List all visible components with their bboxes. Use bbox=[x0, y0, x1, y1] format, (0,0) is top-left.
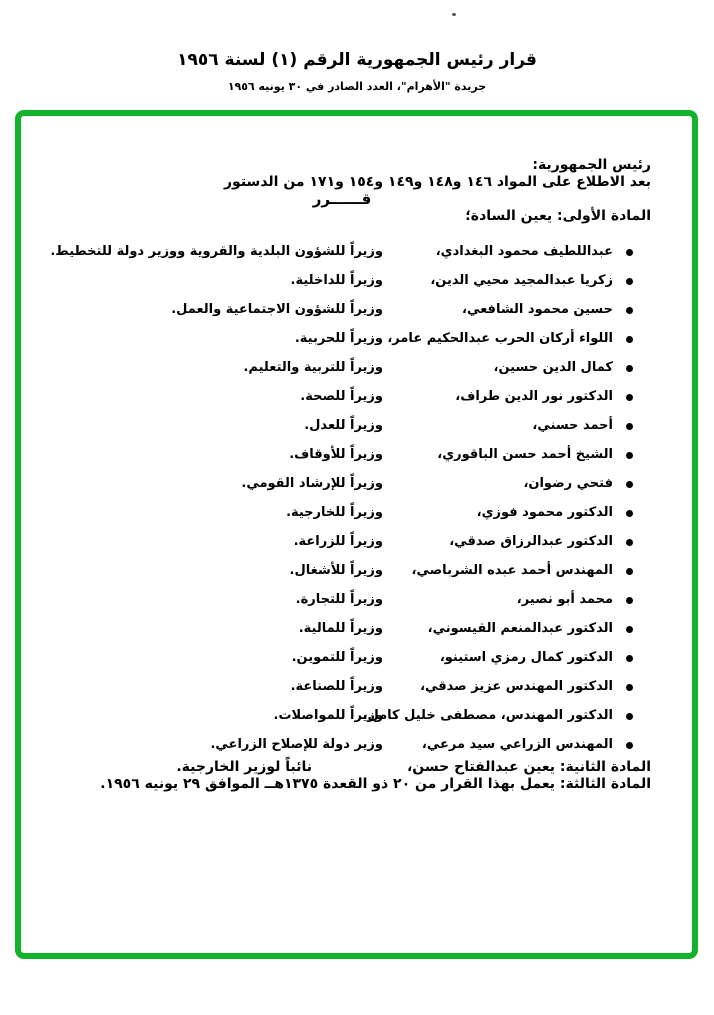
minister-name: الدكتور المهندس، مصطفى خليل كامل، bbox=[362, 708, 613, 723]
appointment-row bbox=[33, 498, 651, 527]
bullet-icon bbox=[626, 278, 633, 285]
appointment-name-cell bbox=[383, 591, 633, 608]
bullet-icon bbox=[626, 452, 633, 459]
minister-name: الدكتور كمال رمزي استينو، bbox=[439, 650, 613, 665]
article1-heading: المادة الأولى: يعين السادة؛ bbox=[465, 208, 651, 224]
minister-position: وزيراً للصناعة. bbox=[290, 679, 383, 694]
appointment-name-cell bbox=[383, 388, 633, 405]
article2-position: نائباً لوزير الخارجية. bbox=[176, 759, 312, 775]
minister-position: وزيراً للتربية والتعليم. bbox=[243, 360, 383, 375]
minister-name: الدكتور عبدالمنعم القيسوني، bbox=[427, 621, 613, 636]
appointment-row bbox=[33, 324, 651, 353]
appointment-row bbox=[33, 353, 651, 382]
article2-line bbox=[33, 759, 651, 776]
bullet-icon bbox=[626, 423, 633, 430]
appointment-name-cell bbox=[362, 707, 633, 724]
bullet-icon bbox=[626, 336, 633, 343]
bullet-icon bbox=[626, 394, 633, 401]
appointment-row bbox=[33, 527, 651, 556]
bullet-icon bbox=[626, 539, 633, 546]
appointment-row bbox=[33, 295, 651, 324]
appointment-name-cell bbox=[383, 678, 633, 695]
minister-position: وزيراً للتجارة. bbox=[295, 592, 383, 607]
bullet-icon bbox=[626, 568, 633, 575]
minister-position: وزيراً للخارجية. bbox=[286, 505, 383, 520]
appointments-list bbox=[33, 237, 651, 759]
minister-position: وزيراً للحربية. bbox=[294, 331, 383, 346]
minister-name: المهندس أحمد عبده الشرباصي، bbox=[411, 563, 613, 578]
minister-name: عبداللطيف محمود البغدادي، bbox=[435, 244, 613, 259]
bullet-icon bbox=[626, 365, 633, 372]
minister-name: الدكتور نور الدين طراف، bbox=[455, 389, 613, 404]
bullet-icon bbox=[626, 481, 633, 488]
appointment-name-cell bbox=[383, 446, 633, 463]
bullet-icon bbox=[626, 510, 633, 517]
appointment-row bbox=[33, 266, 651, 295]
appointment-name-cell bbox=[383, 417, 633, 434]
minister-name: الدكتور محمود فوزي، bbox=[476, 505, 613, 520]
appointment-row bbox=[33, 730, 651, 759]
appointment-name-cell bbox=[383, 330, 633, 347]
appointment-row bbox=[33, 701, 651, 730]
scan-artifact bbox=[452, 13, 456, 16]
minister-name: محمد أبو نصير، bbox=[516, 592, 613, 607]
appointment-row bbox=[33, 411, 651, 440]
appointment-row bbox=[33, 556, 651, 585]
appointment-row bbox=[33, 440, 651, 469]
minister-position: وزيراً للداخلية. bbox=[290, 273, 383, 288]
appointment-name-cell bbox=[383, 272, 633, 289]
minister-name: الدكتور عبدالرزاق صدقي، bbox=[449, 534, 613, 549]
minister-name: الدكتور المهندس عزيز صدقي، bbox=[420, 679, 613, 694]
minister-name: الشيخ أحمد حسن الباقوري، bbox=[437, 447, 613, 462]
appointment-name-cell bbox=[383, 359, 633, 376]
minister-position: وزيراً للأوقاف. bbox=[289, 447, 383, 462]
appointment-row bbox=[33, 382, 651, 411]
minister-name: أحمد حسني، bbox=[532, 418, 613, 433]
appointment-name-cell bbox=[383, 533, 633, 550]
appointment-name-cell bbox=[383, 620, 633, 637]
appointment-row bbox=[33, 585, 651, 614]
minister-name: المهندس الزراعي سيد مرعي، bbox=[421, 737, 613, 752]
minister-position: وزيراً للمالية. bbox=[298, 621, 383, 636]
minister-name: زكريا عبدالمجيد محيي الدين، bbox=[430, 273, 613, 288]
appointment-name-cell bbox=[383, 475, 633, 492]
document-title: قرار رئيس الجمهورية الرقم (١) لسنة ١٩٥٦ bbox=[177, 50, 537, 70]
appointment-row bbox=[33, 643, 651, 672]
decree-preamble: بعد الاطلاع على المواد ١٤٦ و١٤٨ و١٤٩ و١٥٤ و١٧١ من الدستور bbox=[224, 174, 651, 190]
document-source-line: جريدة "الأهرام"، العدد الصادر في ٣٠ يونيه ١٩٥٦ bbox=[227, 80, 487, 93]
appointment-name-cell bbox=[383, 243, 633, 260]
bullet-icon bbox=[626, 655, 633, 662]
appointment-name-cell bbox=[383, 504, 633, 521]
bullet-icon bbox=[626, 626, 633, 633]
decree-decided-word: قــــــرر bbox=[312, 190, 372, 208]
minister-name: حسين محمود الشافعي، bbox=[462, 302, 613, 317]
minister-name: فتحي رضوان، bbox=[523, 476, 613, 491]
appointment-name-cell bbox=[383, 301, 633, 318]
minister-name: اللواء أركان الحرب عبدالحكيم عامر، bbox=[387, 331, 613, 346]
minister-position: وزيراً للشؤون البلدية والقروية ووزير دولة للتخطيط. bbox=[50, 244, 383, 259]
appointment-name-cell bbox=[383, 736, 633, 753]
minister-position: وزيراً للمواصلات. bbox=[273, 708, 383, 723]
bullet-icon bbox=[626, 684, 633, 691]
bullet-icon bbox=[626, 307, 633, 314]
bullet-icon bbox=[626, 713, 633, 720]
decree-content bbox=[21, 116, 692, 953]
minister-position: وزيراً للإرشاد القومي. bbox=[241, 476, 383, 491]
article2-text: المادة الثانية: يعين عبدالفتاح حسن، bbox=[406, 759, 651, 775]
minister-position: وزيراً للأشغال. bbox=[289, 563, 383, 578]
bullet-icon bbox=[626, 249, 633, 256]
minister-position: وزيراً للعدل. bbox=[304, 418, 383, 433]
appointment-name-cell bbox=[383, 649, 633, 666]
minister-position: وزيراً للشؤون الاجتماعية والعمل. bbox=[171, 302, 383, 317]
article3-line: المادة الثالثة: يعمل بهذا القرار من ٢٠ ذو القعدة ١٣٧٥هــ الموافق ٢٩ يونيه ١٩٥٦. bbox=[100, 776, 651, 792]
bullet-icon bbox=[626, 597, 633, 604]
decree-issuer-line: رئيس الجمهورية: bbox=[532, 157, 651, 173]
bullet-icon bbox=[626, 742, 633, 749]
appointment-name-cell bbox=[383, 562, 633, 579]
appointment-row bbox=[33, 469, 651, 498]
minister-position: وزيراً للصحة. bbox=[300, 389, 383, 404]
minister-position: وزيراً للزراعة. bbox=[293, 534, 383, 549]
minister-name: كمال الدين حسين، bbox=[493, 360, 613, 375]
appointment-row bbox=[33, 237, 651, 266]
decree-border-box bbox=[15, 110, 698, 959]
appointment-row bbox=[33, 672, 651, 701]
appointment-row bbox=[33, 614, 651, 643]
minister-position: وزيراً للتموين. bbox=[291, 650, 383, 665]
minister-position: وزير دولة للإصلاح الزراعي. bbox=[210, 737, 383, 752]
document-header bbox=[0, 48, 714, 93]
